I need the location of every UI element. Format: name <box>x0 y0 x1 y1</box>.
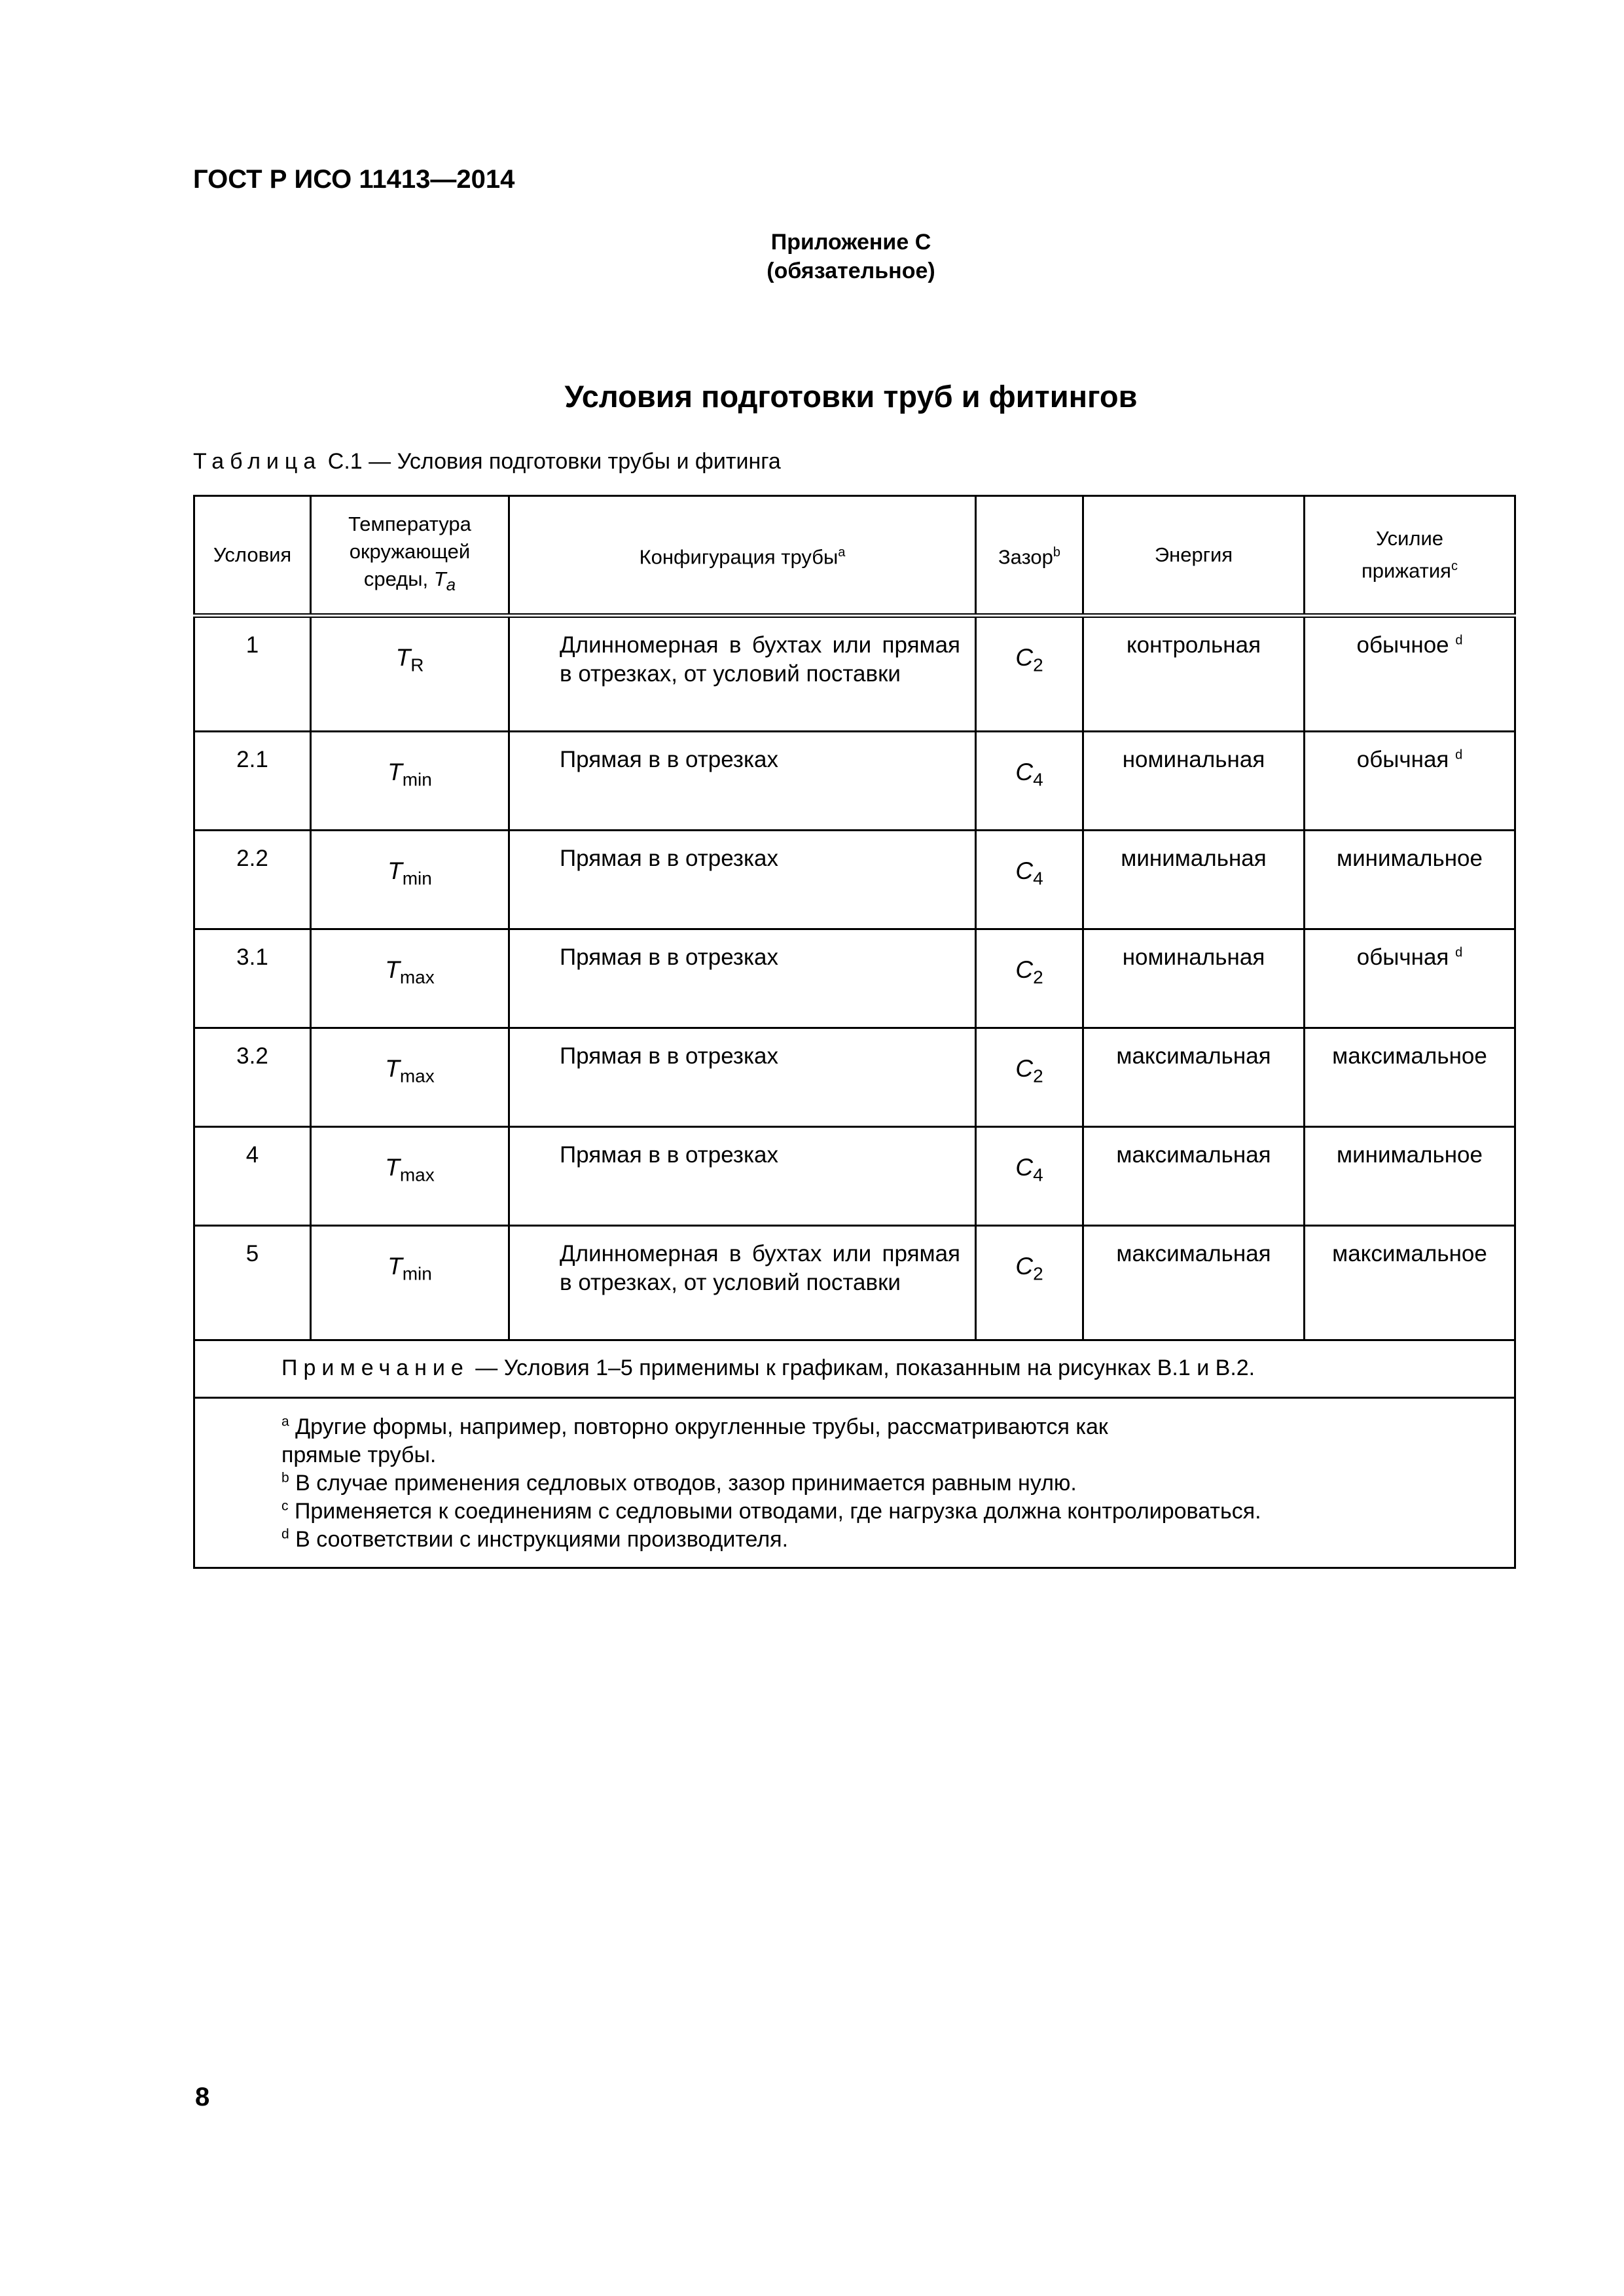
table-row <box>194 1226 1515 1340</box>
cell-temperature: $T_{min}$ <box>311 1226 509 1340</box>
cell-gap: $C_4$ <box>976 1127 1083 1226</box>
table-row <box>194 1028 1515 1127</box>
cell-condition: 3.2 <box>194 1028 311 1127</box>
cell-force: максимальное <box>1305 1028 1515 1127</box>
section-title: Условия подготовки труб и фитингов <box>564 379 1138 414</box>
header-gap: Зазор$^b$ <box>976 496 1083 616</box>
cell-temperature: $T_{min}$ <box>311 732 509 831</box>
cell-gap: $C_4$ <box>976 732 1083 831</box>
conditions-table <box>193 495 1516 1569</box>
cell-configuration: Прямая в в отрезках <box>509 1127 976 1226</box>
cell-energy: максимальная <box>1083 1028 1305 1127</box>
cell-gap: $C_2$ <box>976 616 1083 732</box>
header-temperature: Температура окружающей среды, $T_a$ <box>311 496 509 616</box>
table-caption-label: Таблица <box>193 449 322 474</box>
appendix-status: (обязательное) <box>767 259 935 283</box>
table-note <box>194 1340 1515 1398</box>
cell-energy: минимальная <box>1083 831 1305 929</box>
header-energy: Энергия <box>1083 496 1305 616</box>
table-footnotes-row <box>194 1398 1515 1568</box>
cell-force: минимальное <box>1305 831 1515 929</box>
note-text: — Условия 1–5 применимы к графикам, показанным на рисунках В.1 и В.2. <box>475 1355 1255 1380</box>
table-caption-text: С.1 — Условия подготовки трубы и фитинга <box>327 449 781 474</box>
cell-condition: 3.1 <box>194 929 311 1028</box>
cell-gap: $C_4$ <box>976 831 1083 929</box>
cell-energy: максимальная <box>1083 1226 1305 1340</box>
footnote: $^a$ Другие формы, например, повторно округленные трубы, рассматриваются как прямые трубы. <box>281 1414 1108 1467</box>
table-note-row <box>194 1340 1515 1398</box>
cell-configuration: Длинномерная в бухтах или прямая в отрезках, от условий поставки <box>509 1226 976 1340</box>
cell-gap: $C_2$ <box>976 929 1083 1028</box>
cell-force: обычное $^d$ <box>1305 616 1515 732</box>
header-force: Усилие прижатия$^c$ <box>1305 496 1515 616</box>
cell-force: обычная $^d$ <box>1305 732 1515 831</box>
table-header-row <box>194 496 1515 616</box>
cell-energy: номинальная <box>1083 732 1305 831</box>
cell-temperature: $T_{min}$ <box>311 831 509 929</box>
cell-condition: 4 <box>194 1127 311 1226</box>
cell-force: минимальное <box>1305 1127 1515 1226</box>
page-number: 8 <box>195 2083 210 2111</box>
cell-configuration: Прямая в в отрезках <box>509 732 976 831</box>
note-label: Примечание <box>281 1355 469 1380</box>
cell-temperature: $T_{max}$ <box>311 1127 509 1226</box>
cell-configuration: Длинномерная в бухтах или прямая в отрезках, от условий поставки <box>509 616 976 732</box>
cell-energy: максимальная <box>1083 1127 1305 1226</box>
table-footnotes <box>194 1398 1515 1568</box>
cell-gap: $C_2$ <box>976 1226 1083 1340</box>
cell-gap: $C_2$ <box>976 1028 1083 1127</box>
table-row <box>194 831 1515 929</box>
table-row <box>194 732 1515 831</box>
appendix-heading <box>0 228 1624 285</box>
cell-condition: 2.2 <box>194 831 311 929</box>
cell-temperature: $T_R$ <box>311 616 509 732</box>
cell-force: обычная $^d$ <box>1305 929 1515 1028</box>
table-row <box>194 616 1515 732</box>
cell-condition: 2.1 <box>194 732 311 831</box>
header-conditions: Условия <box>194 496 311 616</box>
table-row <box>194 929 1515 1028</box>
document-id: ГОСТ Р ИСО 11413—2014 <box>193 165 515 194</box>
cell-energy: контрольная <box>1083 616 1305 732</box>
cell-condition: 5 <box>194 1226 311 1340</box>
appendix-title: Приложение С <box>770 230 931 255</box>
table-caption <box>193 449 781 475</box>
cell-configuration: Прямая в в отрезках <box>509 929 976 1028</box>
cell-condition: 1 <box>194 616 311 732</box>
header-configuration: Конфигурация трубы$^a$ <box>509 496 976 616</box>
table-row <box>194 1127 1515 1226</box>
cell-configuration: Прямая в в отрезках <box>509 831 976 929</box>
cell-temperature: $T_{max}$ <box>311 929 509 1028</box>
footnote: $^d$ В соответствии с инструкциями производителя. <box>281 1526 789 1552</box>
cell-energy: номинальная <box>1083 929 1305 1028</box>
footnote: $^c$ Применяется к соединениям с седловыми отводами, где нагрузка должна контролироваться. <box>281 1498 1261 1524</box>
cell-force: максимальное <box>1305 1226 1515 1340</box>
footnote: $^b$ В случае применения седловых отводов, зазор принимается равным нулю. <box>281 1470 1077 1496</box>
cell-temperature: $T_{max}$ <box>311 1028 509 1127</box>
cell-configuration: Прямая в в отрезках <box>509 1028 976 1127</box>
